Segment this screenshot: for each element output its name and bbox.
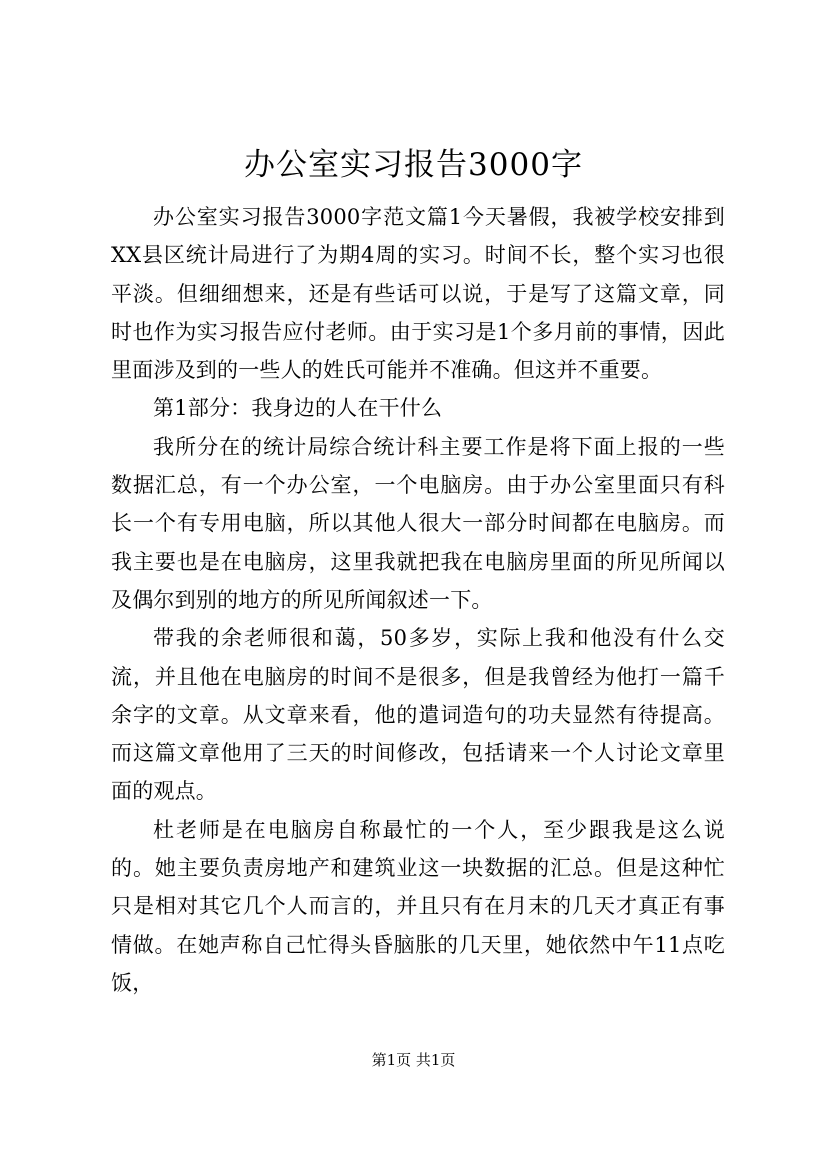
paragraph-teacher-du: 杜老师是在电脑房自称最忙的一个人，至少跟我是这么说的。她主要负责房地产和建筑业这一块数据的汇总。但是这种忙只是相对其它几个人而言的，并且只有在月末的几天才真正有事情做。在她声称自己忙得头昏脑胀的几天里，她依然中午11点吃饭，	[111, 817, 725, 995]
document-title: 办公室实习报告3000字	[244, 147, 583, 183]
section-heading: 第1部分：我身边的人在干什么	[153, 396, 443, 421]
document-body	[111, 198, 725, 1002]
paragraph-intro: 办公室实习报告3000字范文篇1今天暑假，我被学校安排到XX县区统计局进行了为期4周的实习。时间不长，整个实习也很平淡。但细细想来，还是有些话可以说，于是写了这篇文章，同时也作为实习报告应付老师。由于实习是1个多月前的事情，因此里面涉及到的一些人的姓氏可能并不准确。但这并不重要。	[111, 205, 725, 383]
paragraph-department: 我所分在的统计局综合统计科主要工作是将下面上报的一些数据汇总，有一个办公室，一个电脑房。由于办公室里面只有科长一个有专用电脑，所以其他人很大一部分时间都在电脑房。而我主要也是在电脑房，这里我就把我在电脑房里面的所见所闻以及偶尔到别的地方的所见所闻叙述一下。	[111, 434, 725, 612]
page-footer: 第1页 共1页	[371, 1051, 456, 1069]
paragraph-teacher-yu: 带我的余老师很和蔼，50多岁，实际上我和他没有什么交流，并且他在电脑房的时间不是很多，但是我曾经为他打一篇千余字的文章。从文章来看，他的遣词造句的功夫显然有待提高。而这篇文章他用了三天的时间修改，包括请来一个人讨论文章里面的观点。	[111, 626, 725, 804]
